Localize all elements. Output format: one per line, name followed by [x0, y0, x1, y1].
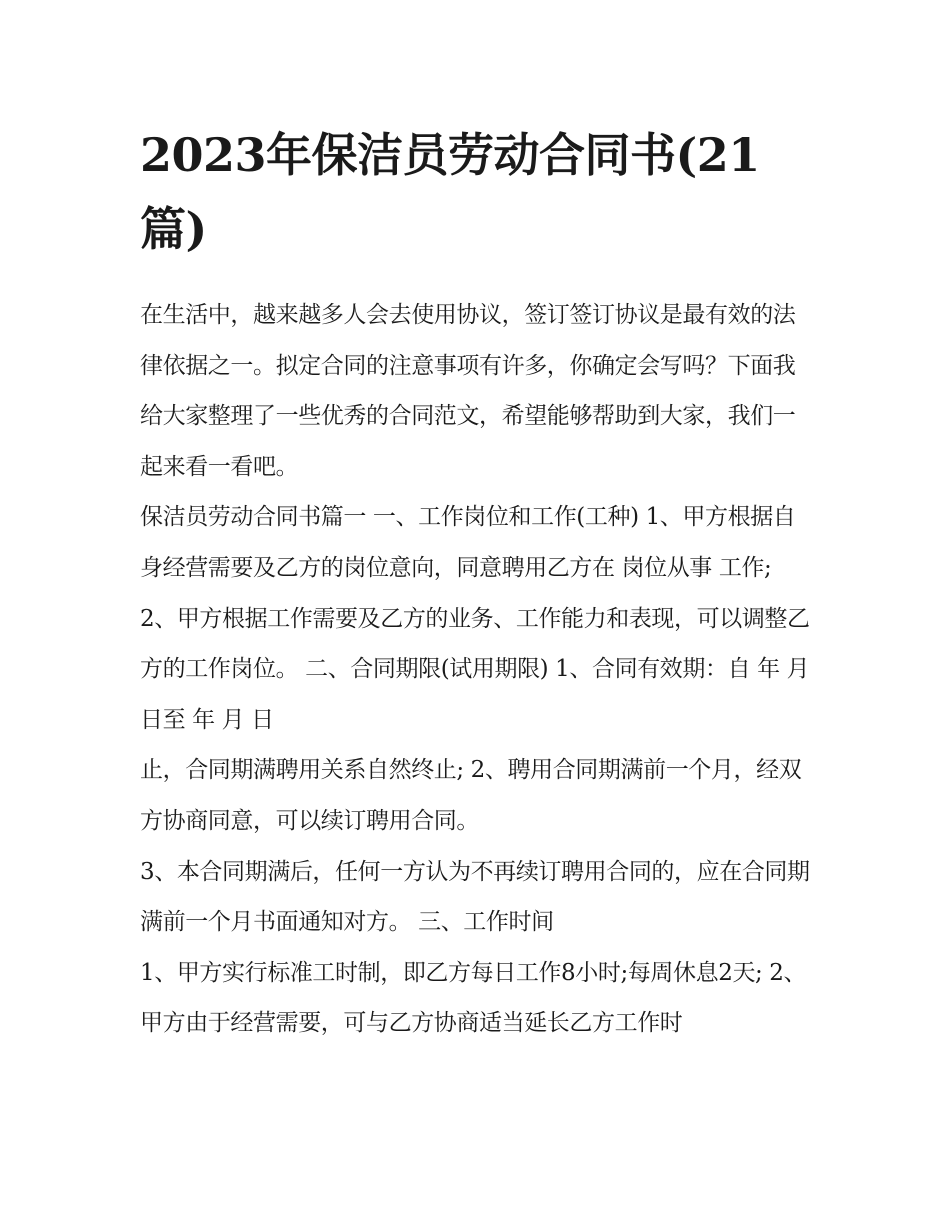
paragraph-contract-term: 2、甲方根据工作需要及乙方的业务、工作能力和表现，可以调整乙方的工作岗位。 二、合同期限(试用期限) 1、合同有效期：自 年 月 日至 年 月 日	[140, 605, 810, 733]
paragraph-termination-notice: 3、本合同期满后，任何一方认为不再续订聘用合同的，应在合同期满前一个月书面通知对方。 三、工作时间	[140, 858, 810, 936]
paragraph-contract-renewal: 止，合同期满聘用关系自然终止; 2、聘用合同期满前一个月，经双方协商同意，可以续订聘用合同。	[140, 757, 802, 834]
document-content	[140, 118, 812, 1049]
document-title	[140, 118, 812, 266]
title-line-1: 2023年保洁员劳动合同书(21	[140, 128, 760, 182]
document-body	[140, 290, 812, 1049]
paragraph-job-position: 保洁员劳动合同书篇一 一、工作岗位和工作(工种) 1、甲方根据自身经营需要及乙方的岗位意向，同意聘用乙方在 岗位从事 工作;	[140, 504, 796, 581]
title-line-2: 篇)	[140, 202, 207, 256]
paragraph-intro: 在生活中，越来越多人会去使用协议，签订签订协议是最有效的法律依据之一。拟定合同的注意事项有许多，你确定会写吗？下面我给大家整理了一些优秀的合同范文，希望能够帮助到大家，我们一起来看一看吧。	[140, 302, 796, 480]
paragraph-working-hours: 1、甲方实行标准工时制，即乙方每日工作8小时;每周休息2天; 2、甲方由于经营需要，可与乙方协商适当延长乙方工作时	[140, 959, 807, 1037]
